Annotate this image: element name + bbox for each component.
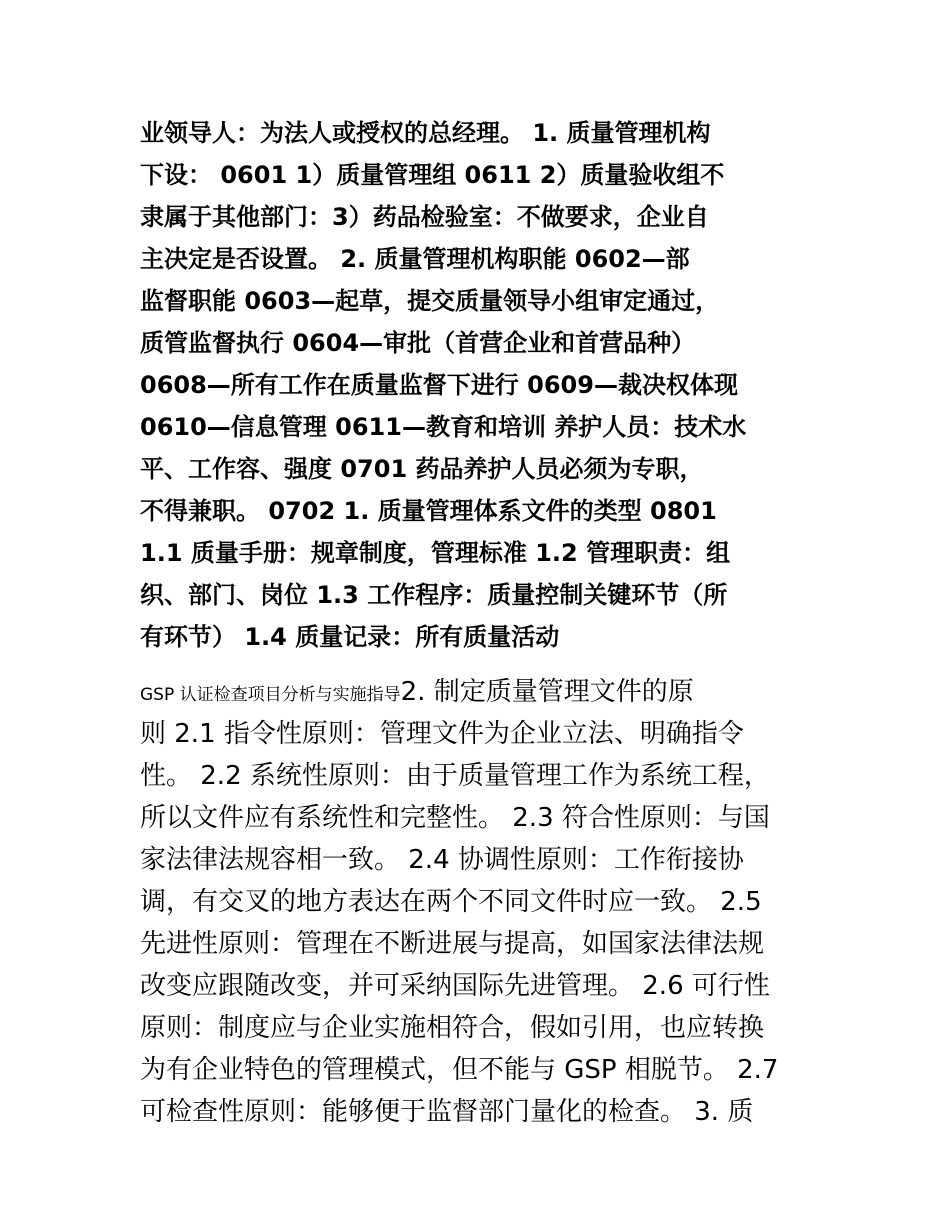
bold-text-line: 不得兼职。 0702 1. 质量管理体系文件的类型 0801 [140,497,717,525]
bold-text-line: 平、工作容、强度 0701 药品养护人员必须为专职， [140,455,704,483]
bold-text-line: 1.1 质量手册：规章制度，管理标准 1.2 管理职责：组 [140,539,731,567]
regular-text-line: 性。 2.2 系统性原则：由于质量管理工作为系统工程， [140,761,770,791]
bold-text-line: 有环节） 1.4 质量记录：所有质量活动 [140,623,560,651]
bold-text-line: 0610—信息管理 0611—教育和培训 养护人员：技术水 [140,413,747,441]
document-header-label: GSP 认证检查项目分析与实施指导 [140,685,401,705]
bold-text-line: 监督职能 0603—起草，提交质量领导小组审定通过， [140,287,720,315]
regular-text-line: 调，有交叉的地方表达在两个不同文件时应一致。 2.5 [140,887,762,917]
regular-text-line: 原则：制度应与企业实施相符合，假如引用，也应转换 [140,1013,765,1043]
bold-text-line: 质管监督执行 0604—审批（首营企业和首营品种） [140,329,696,357]
regular-text-line: 则 2.1 指令性原则：管理文件为企业立法、明确指令 [140,719,744,749]
regular-text-line: 家法律法规容相一致。 2.4 协调性原则：工作衔接协 [140,845,744,875]
bold-text-line: 下设： 0601 1）质量管理组 0611 2）质量验收组不 [140,161,725,189]
bold-text-line: 业领导人：为法人或授权的总经理。 1. 质量管理机构 [140,119,711,147]
regular-text-segment: 2. 制定质量管理文件的原 [400,677,694,707]
regular-text-line: 可检查性原则：能够便于监督部门量化的检查。 3. 质 [140,1097,754,1127]
bold-text-line: 0608—所有工作在质量监督下进行 0609—裁决权体现 [140,371,738,399]
regular-text-line [140,676,694,711]
bold-text-line: 隶属于其他部门：3）药品检验室：不做要求，企业自 [140,203,709,231]
regular-text-line: 先进性原则：管理在不断进展与提高，如国家法律法规 [140,929,765,959]
regular-text-line: 改变应跟随改变，并可采纳国际先进管理。 2.6 可行性 [140,971,770,1001]
bold-text-line: 主决定是否设置。 2. 质量管理机构职能 0602—部 [140,245,690,273]
regular-text-line: 所以文件应有系统性和完整性。 2.3 符合性原则：与国 [140,803,770,833]
regular-text-line: 为有企业特色的管理模式，但不能与 GSP 相脱节。 2.7 [140,1055,779,1085]
bold-text-line: 织、部门、岗位 1.3 工作程序：质量控制关键环节（所 [140,581,728,609]
